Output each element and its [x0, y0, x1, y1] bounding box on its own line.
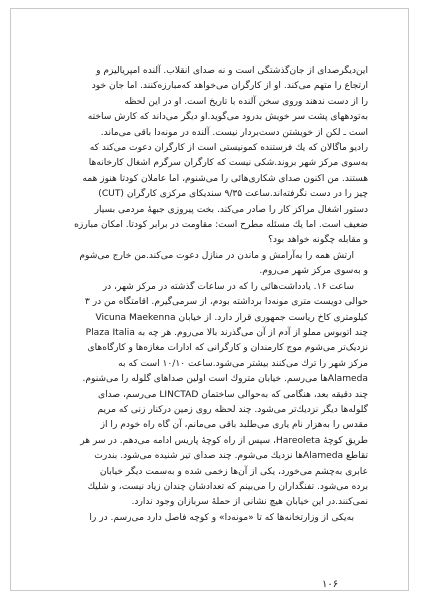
text-line: است ـ لکن از خویشتن دست‌بردار نیست. آلنده در مونه‌دا باقی می‌ماند.: [100, 127, 368, 138]
text-line: حوالی دویست متری مونه‌دا برداشته بودم، از سرمی‌گیرم. اقامتگاه من در ۳: [84, 297, 368, 308]
text-line: Alameda‌ها می‌رسم. خیابان متروك است اولین صداهای گلوله را می‌شنوم.: [82, 374, 368, 385]
text-line: دستور اشغال مراکز کار را صادر می‌کند. بخت پیروزی جبههٔ مردمی بسیار: [94, 204, 368, 215]
body-text: [57, 64, 368, 526]
text-line: نمی‌کنند.در این خیابان هیچ نشانی از حملهٔ سربازان وجود ندارد.: [131, 497, 368, 508]
text-line: ساعت ۱۶. یادداشت‌هائی را که در ساعات گذشته در مرکز شهر، در: [102, 281, 354, 292]
text-line: عابری به‌چشم می‌خورد، یکی از آن‌ها زخمی شده و به‌سمت دیگر خیابان: [99, 466, 368, 477]
text-line: مقدس را به‌هزار نام یاری می‌طلبد باقی می‌مانم، آن گاه راه خودم را از: [100, 420, 368, 431]
text-line: گلوله‌ها دیگر نزدیك‌تر می‌شود. چند لحظه روی زمین درکنار زنی که مریم: [97, 404, 368, 415]
text-line: چیز را در دست نگرفته‌اند.ساعت ۹/۳۵ سندیکای مرکزی کارگران (CUT): [98, 189, 368, 200]
text-line: مرکز شهر را ترك می‌کنند بیشتر می‌شود.ساعت ۱۰/۱۰ است که به: [118, 358, 368, 369]
text-line: را از دست ندهند وروی سخن آلنده با تاریخ است. او در این لحظه: [124, 96, 368, 107]
text-line: به‌یکی از وزارتخانه‌ها که تا «مونه‌دا» و کوچه فاصل دارد می‌رسم. در را: [89, 512, 354, 523]
text-line: به‌سوی مرکز شهر بروند.شکی نیست که کارگران سرگرم اشغال کارخانه‌ها: [88, 158, 368, 169]
text-line: ارتجاع را متهم می‌کند. او از کارگران می‌خواهد که‌مبارزه‌کنند. اما جان خود: [91, 81, 368, 92]
text-line: تقاطع Alameda‌ها نزدیك می‌شوم. چند صدای تیر شنیده می‌شود. بندرت: [94, 451, 368, 462]
page-number: ۱۰۶: [322, 579, 339, 590]
text-line: و مقابله چگونه خواهد بود؟: [268, 235, 368, 246]
text-line: این‌دیگرصدای از جان‌گذشتگی است و نه صدای انقلاب. آلنده امپریالیزم و: [96, 66, 368, 76]
text-line: و به‌سوی مرکز شهر می‌روم.: [259, 266, 368, 277]
text-line: به‌تودههای پشت سر خویش بدرود می‌گوید.او دیگر می‌داند که کارش ساخته: [87, 112, 368, 123]
text-line: رادیو ماگالان که یك فرستنده کمونیستی است از کارگران دعوت می‌کند که: [89, 143, 368, 154]
text-line: ضعیف است. اما یك مسئله مطرح است: مقاومت در برابر کودتا. امکان مبارزه: [74, 220, 368, 231]
text-line: برده می‌شود. تفنگداران را می‌بینم که تعدادشان چندان زیاد نیست، و شلیك: [87, 481, 368, 492]
text-line: کیلومتری کاخ ریاست جمهوری قرار دارد. از خیابان Vicuna Maekenna: [95, 312, 368, 323]
text-line: نزدیک‌تر می‌شوم موج کارمندان و کارگرانی که ادارات مغازه‌ها و کارگاه‌های: [87, 343, 368, 354]
text-line: چند دقیقه بعد، هنگامی که به‌حوالی ساختمان LINCTAD می‌رسم، صدای: [97, 389, 368, 400]
text-line: هستند. من اکنون صدای شکاری‌هائی را می‌شنوم، اما عاملان کودتا هنوز همه: [82, 173, 368, 184]
text-line: طریق کوچهٔ Hareoleta، سپس از راه کوچهٔ پاریس ادامه می‌دهم. در سر هر: [80, 435, 368, 446]
text-line: ارتش همه را به‌آرامش و ماندن در منازل دعوت می‌کند.من خارج می‌شوم: [79, 250, 354, 261]
text-line: چند اتوبوس مملو از آدم از آن می‌گذرند بالا می‌روم. هر چه به Plaza Italia: [85, 327, 368, 338]
